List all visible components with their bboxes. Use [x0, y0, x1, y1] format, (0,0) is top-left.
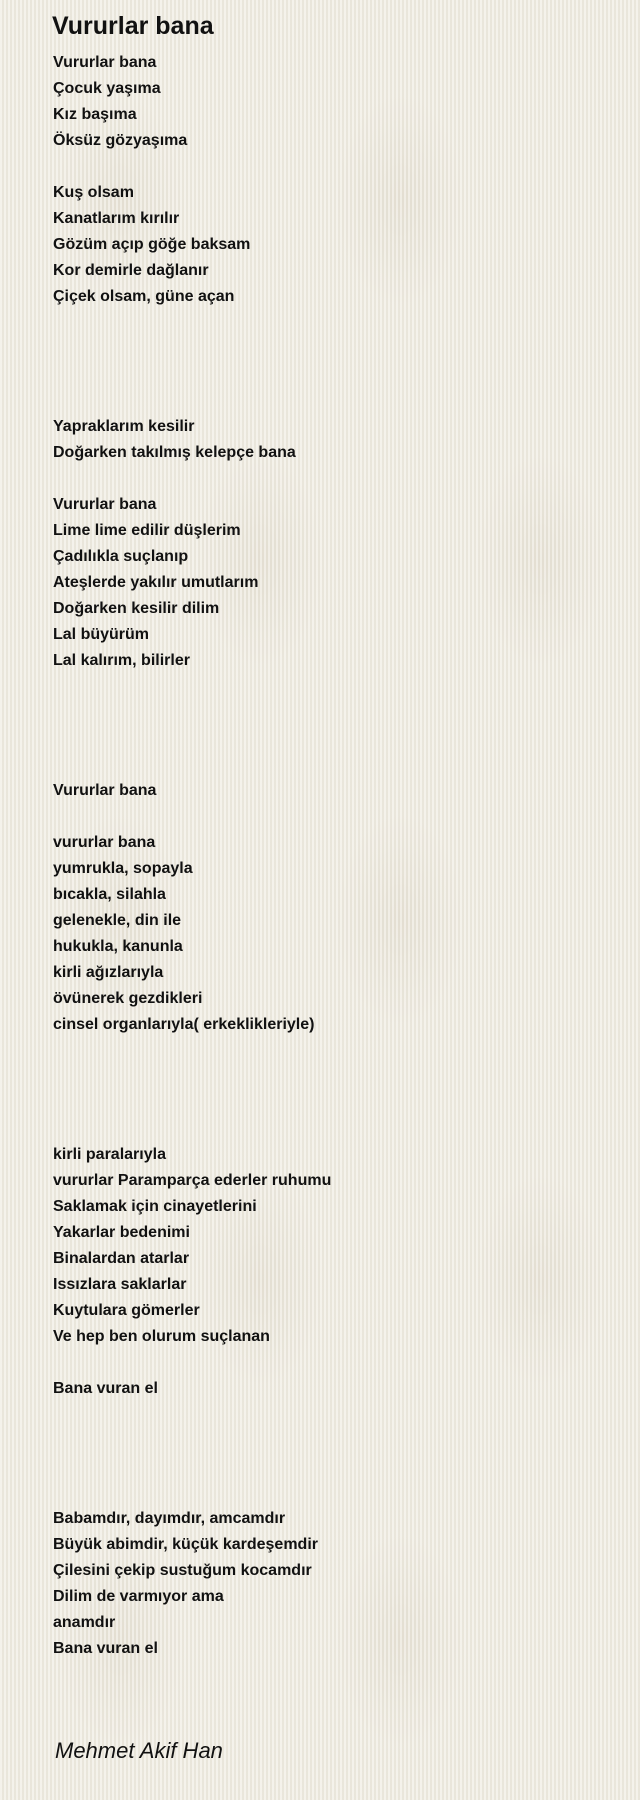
poem-line: Ve hep ben olurum suçlanan: [53, 1328, 270, 1345]
poem-line: övünerek gezdikleri: [53, 990, 203, 1007]
poem-line: Büyük abimdir, küçük kardeşemdir: [53, 1536, 318, 1553]
poem-line: vururlar bana: [53, 834, 156, 851]
poem-line: Çadılıkla suçlanıp: [53, 548, 189, 565]
poem-blank-line: [53, 466, 613, 492]
author-name: Mehmet Akif Han: [55, 1738, 223, 1763]
poem-title: Vururlar bana: [52, 12, 214, 40]
poem-line: Doğarken kesilir dilim: [53, 600, 220, 617]
poem-line: Issızlara saklarlar: [53, 1276, 187, 1293]
poem-blank-line: [53, 1480, 613, 1506]
poem-line: Doğarken takılmış kelepçe bana: [53, 444, 296, 461]
poem-page: [53, 8, 613, 1662]
poem-line: Lal büyürüm: [53, 626, 150, 643]
poem-blank-line: [53, 154, 613, 180]
poem-blank-line: [53, 804, 613, 830]
poem-blank-line: [53, 1064, 613, 1090]
poem-blank-line: [53, 1350, 613, 1376]
poem-line: Kuytulara gömerler: [53, 1302, 200, 1319]
poem-line: kirli paralarıyla: [53, 1146, 166, 1163]
poem-line: gelenekle, din ile: [53, 912, 182, 929]
poem-line: Lal kalırım, bilirler: [53, 652, 190, 669]
poem-line: Vururlar bana: [53, 782, 157, 799]
poem-line: bıcakla, silahla: [53, 886, 166, 903]
poem-blank-line: [53, 726, 613, 752]
poem-line: Binalardan atarlar: [53, 1250, 190, 1267]
poem-body: [53, 50, 613, 1662]
poem-line: Gözüm açıp göğe baksam: [53, 236, 251, 253]
poem-line: Yapraklarım kesilir: [53, 418, 195, 435]
poem-line: kirli ağızlarıyla: [53, 964, 164, 981]
poem-blank-line: [53, 674, 613, 700]
poem-line: Bana vuran el: [53, 1640, 158, 1657]
poem-line: cinsel organlarıyla( erkeklikleriyle): [53, 1016, 315, 1033]
poem-blank-line: [53, 1090, 613, 1116]
poem-line: Kuş olsam: [53, 184, 134, 201]
poem-line: vururlar Paramparça ederler ruhumu: [53, 1172, 332, 1189]
poem-line: Çiçek olsam, güne açan: [53, 288, 235, 305]
poem-line: Kız başıma: [53, 106, 137, 123]
poem-line: Çilesini çekip sustuğum kocamdır: [53, 1562, 312, 1579]
poem-line: Babamdır, dayımdır, amcamdır: [53, 1510, 286, 1527]
poem-blank-line: [53, 1454, 613, 1480]
poem-line: Saklamak için cinayetlerini: [53, 1198, 257, 1215]
poem-line: Dilim de varmıyor ama: [53, 1588, 224, 1605]
poem-blank-line: [53, 362, 613, 388]
poem-blank-line: [53, 752, 613, 778]
poem-line: yumrukla, sopayla: [53, 860, 193, 877]
poem-line: Öksüz gözyaşıma: [53, 132, 188, 149]
poem-line: Ateşlerde yakılır umutlarım: [53, 574, 259, 591]
poem-line: Çocuk yaşıma: [53, 80, 161, 97]
poem-blank-line: [53, 336, 613, 362]
poem-line: Yakarlar bedenimi: [53, 1224, 190, 1241]
poem-line: Kanatlarım kırılır: [53, 210, 180, 227]
poem-line: Vururlar bana: [53, 54, 157, 71]
poem-line: Bana vuran el: [53, 1380, 158, 1397]
poem-blank-line: [53, 388, 613, 414]
poem-blank-line: [53, 700, 613, 726]
poem-line: anamdır: [53, 1614, 116, 1631]
poem-blank-line: [53, 1428, 613, 1454]
poem-line: hukukla, kanunla: [53, 938, 183, 955]
poem-line: Vururlar bana: [53, 496, 157, 513]
poem-blank-line: [53, 1116, 613, 1142]
poem-blank-line: [53, 1038, 613, 1064]
poem-line: Lime lime edilir düşlerim: [53, 522, 241, 539]
poem-line: Kor demirle dağlanır: [53, 262, 209, 279]
poem-blank-line: [53, 310, 613, 336]
poem-blank-line: [53, 1402, 613, 1428]
